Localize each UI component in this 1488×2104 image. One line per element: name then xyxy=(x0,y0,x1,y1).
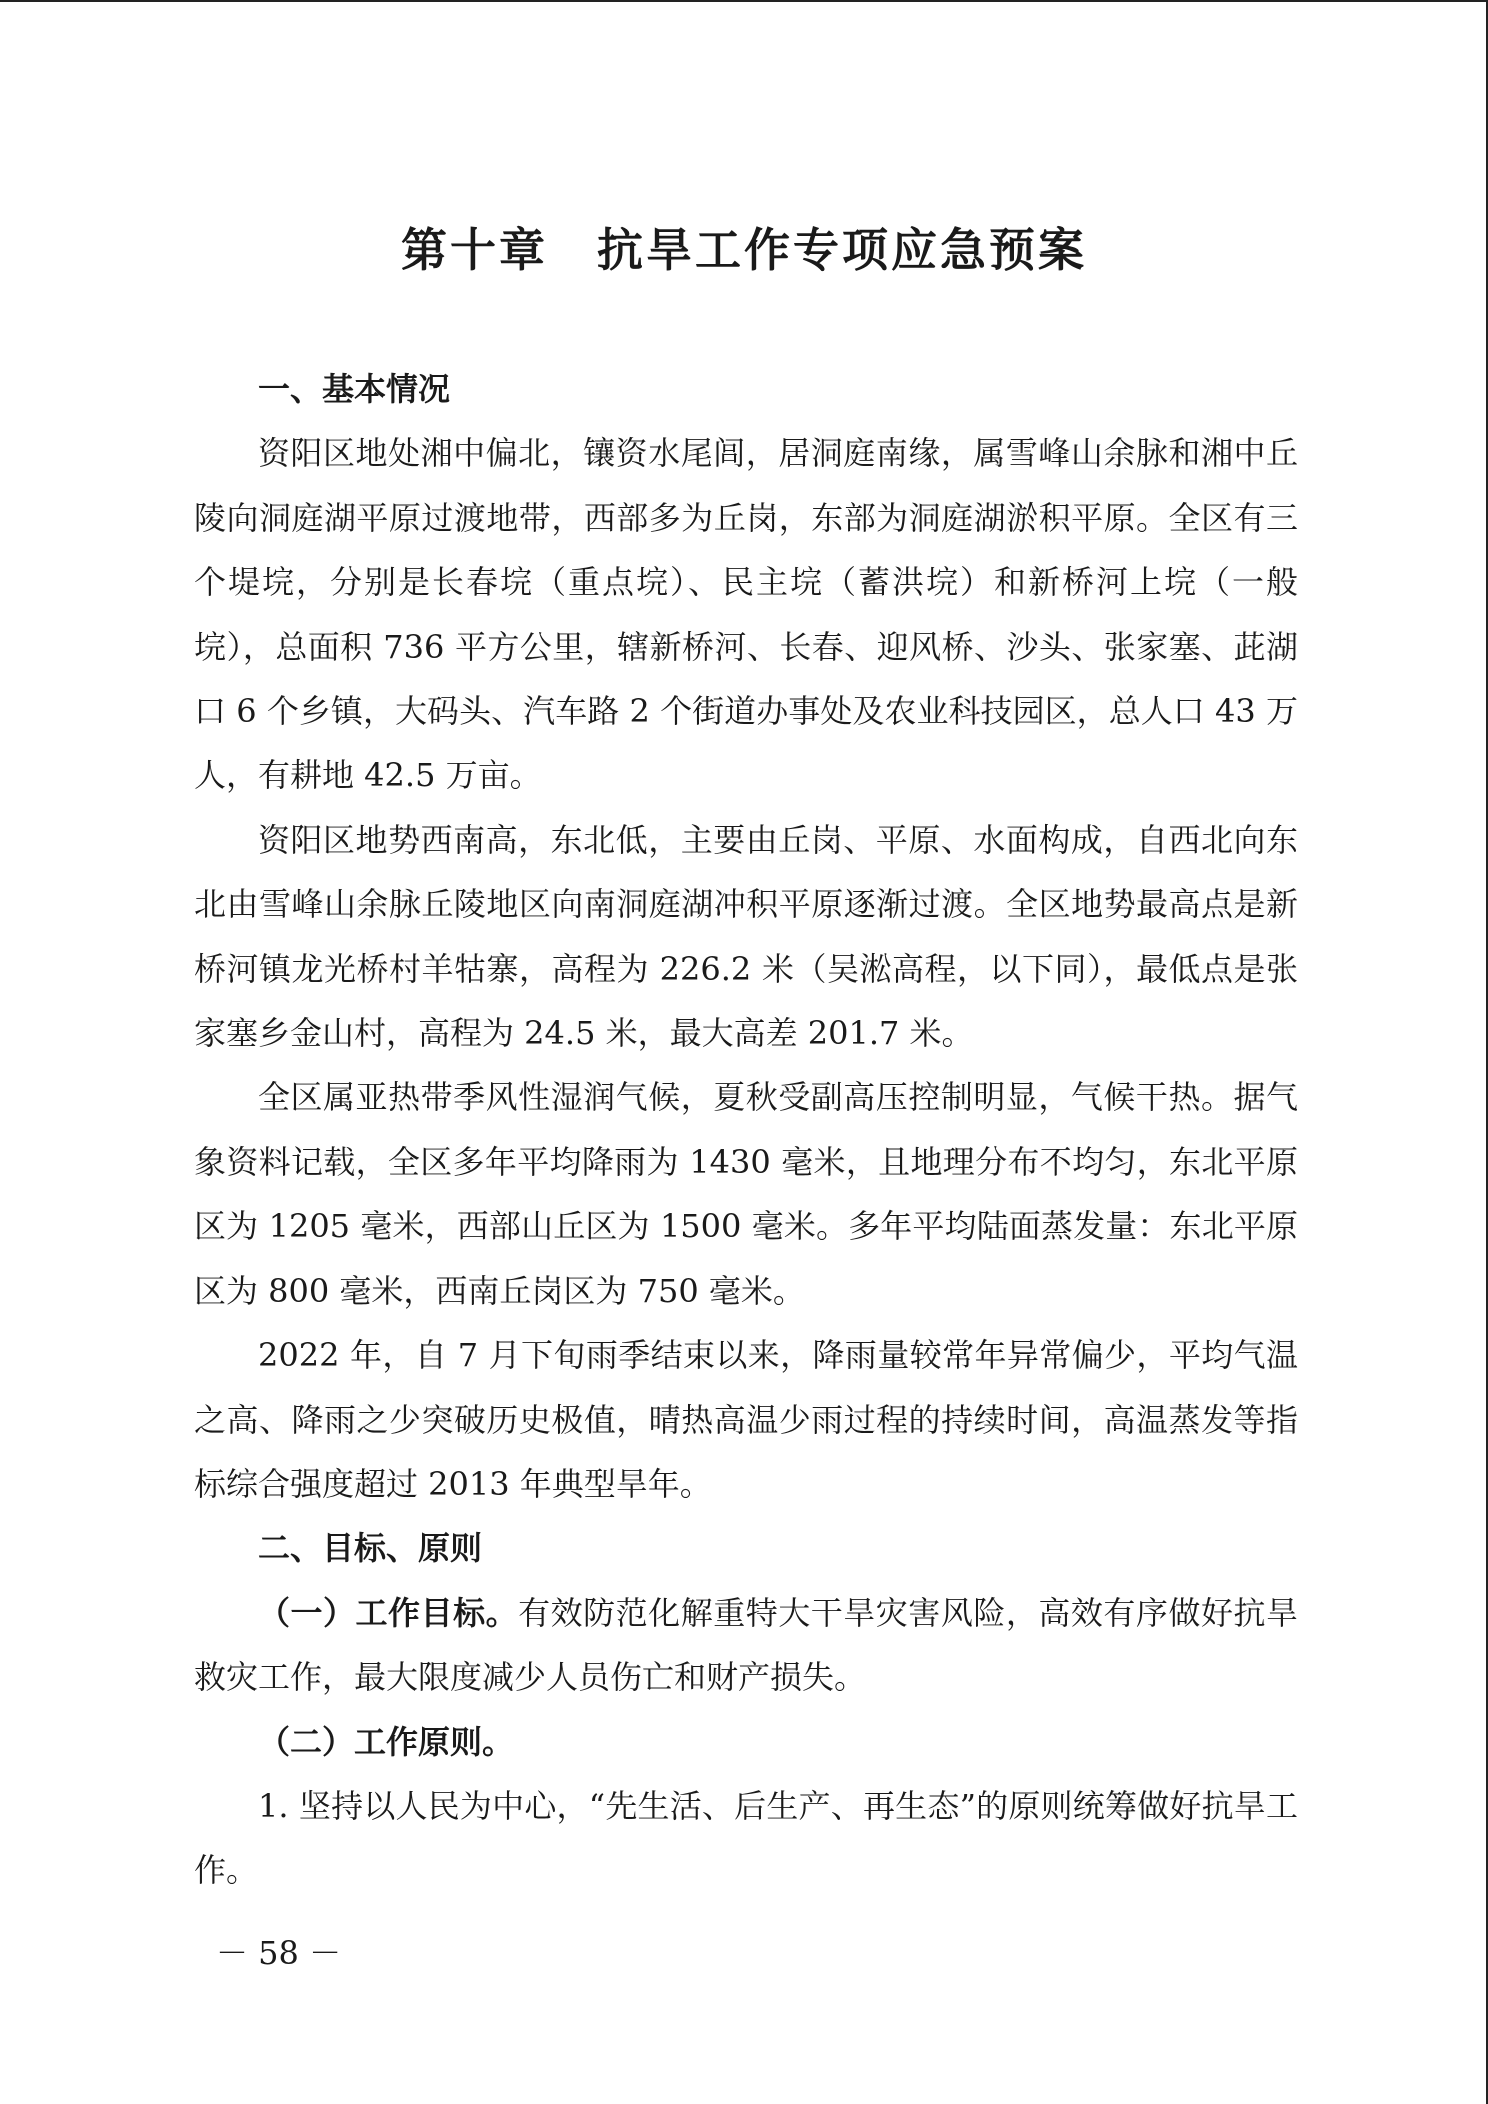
section-heading-goals-principles: 二、目标、原则 xyxy=(258,1529,483,1568)
paragraph-terrain: 资阳区地势西南高，东北低，主要由丘岗、平原、水面构成，自西北向东北由雪峰山余脉丘陵地区向南洞庭湖冲积平原逐渐过渡。全区地势最高点是新桥河镇龙光桥村羊牯寨，高程为 226.2 米（吴淞高程，以下同），最低点是张家塞乡金山村，高程为 24.5 米，最大高差 201.7 米。 xyxy=(194,820,1298,1053)
paragraph-location: 资阳区地处湘中偏北，镶资水尾闾，居洞庭南缘，属雪峰山余脉和湘中丘陵向洞庭湖平原过渡地带，西部多为丘岗，东部为洞庭湖淤积平原。全区有三个堤垸，分别是长春垸（重点垸）、民主垸（蓄洪垸）和新桥河上垸（一般垸），总面积 736 平方公里，辖新桥河、长春、迎风桥、沙头、张家塞、茈湖口 6 个乡镇，大码头、汽车路 2 个街道办事处及农业科技园区，总人口 43 万人，有耕地 42.5 万亩。 xyxy=(194,434,1298,795)
work-goal-text: 有效防范化解重特大干旱灾害风险，高效有序做好抗旱救灾工作，最大限度减少人员伤亡和财产损失。 xyxy=(194,1593,1298,1697)
document-body xyxy=(194,357,1298,1903)
paragraph-principle-1: 1. 坚持以人民为中心，“先生活、后生产、再生态”的原则统筹做好抗旱工作。 xyxy=(194,1786,1298,1890)
work-principle-label: （二）工作原则。 xyxy=(258,1722,515,1761)
page-number: － 58 － xyxy=(216,1934,342,1972)
paragraph-drought-2022: 2022 年，自 7 月下旬雨季结束以来，降雨量较常年异常偏少，平均气温之高、降雨之少突破历史极值，晴热高温少雨过程的持续时间，高温蒸发等指标综合强度超过 2013 年典型旱年。 xyxy=(194,1336,1298,1503)
work-goal-label: （一）工作目标。 xyxy=(258,1593,519,1632)
paragraph-climate: 全区属亚热带季风性湿润气候，夏秋受副高压控制明显，气候干热。据气象资料记载，全区多年平均降雨为 1430 毫米，且地理分布不均匀，东北平原区为 1205 毫米，西部山丘区为 1500 毫米。多年平均陆面蒸发量：东北平原区为 800 毫米，西南丘岗区为 750 毫米。 xyxy=(194,1078,1298,1310)
paragraph-work-goal xyxy=(194,1581,1298,1710)
chapter-title: 第十章 抗旱工作专项应急预案 xyxy=(401,223,1087,277)
paragraph-work-principle xyxy=(194,1710,1298,1774)
section-heading-basic-info: 一、基本情况 xyxy=(258,370,451,408)
